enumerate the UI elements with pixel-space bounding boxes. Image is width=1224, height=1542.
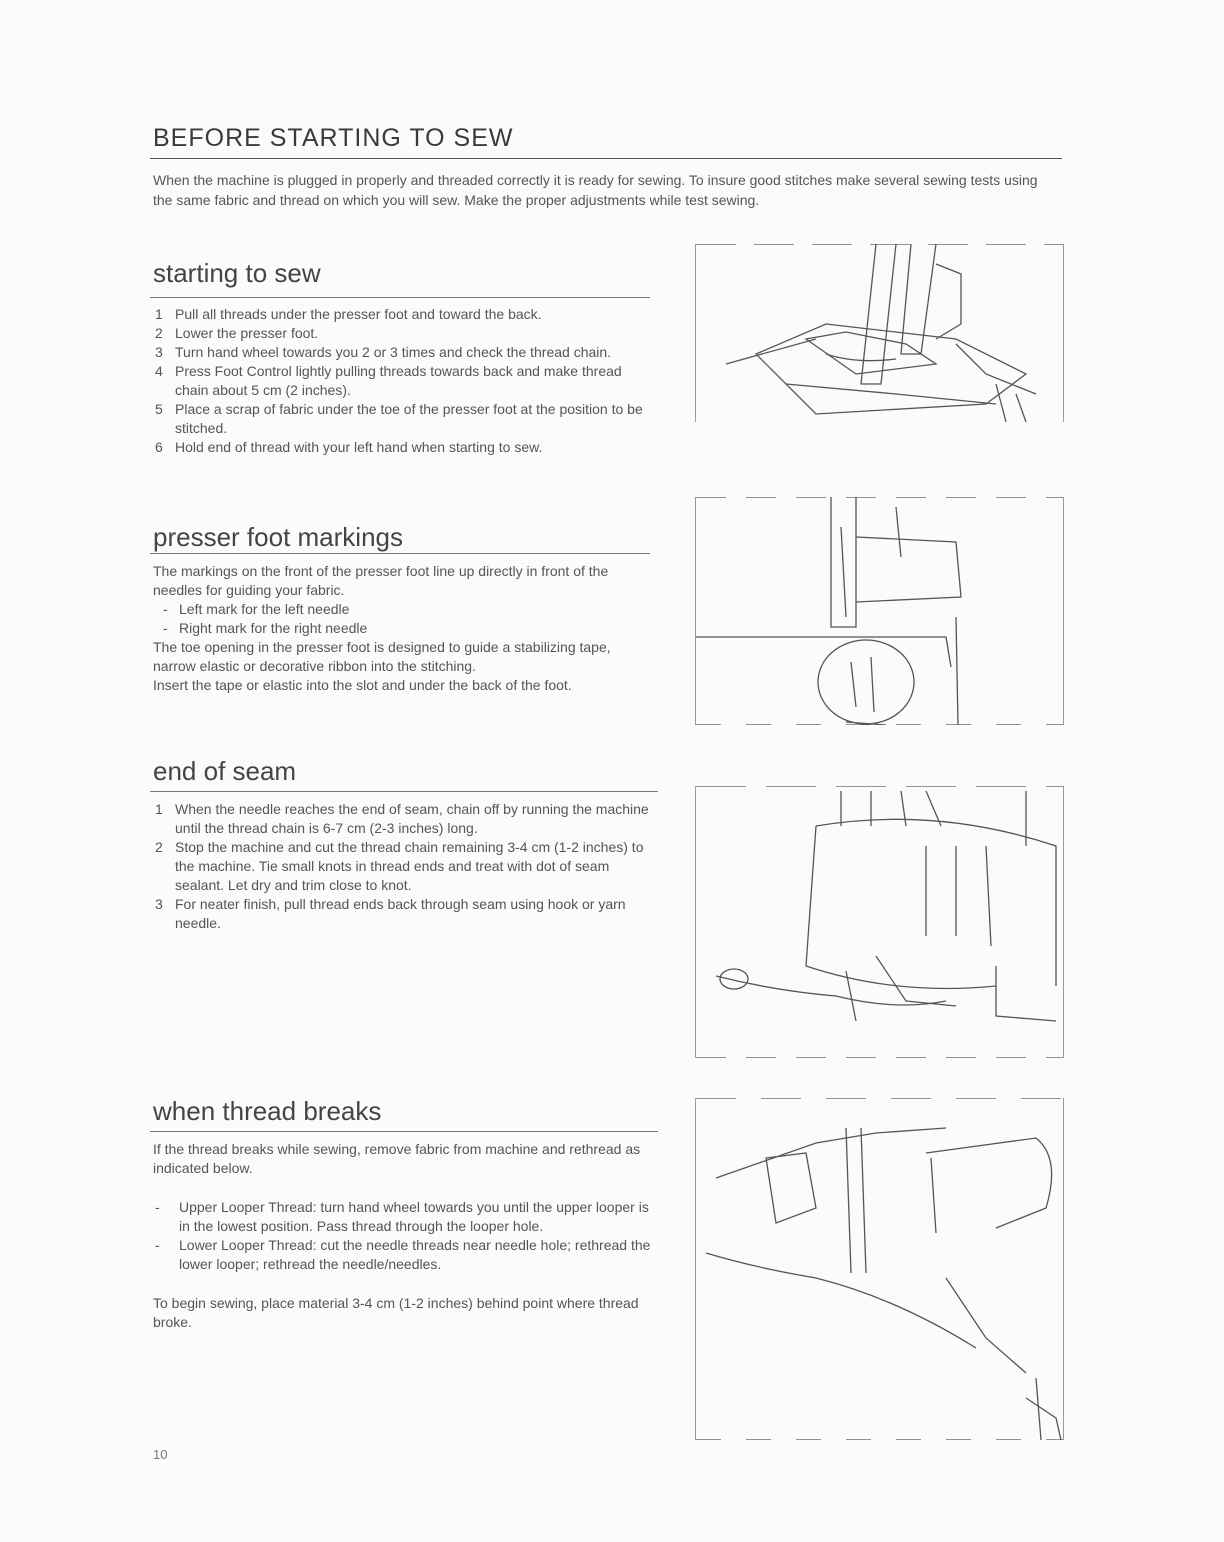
- thread-breaks-block: [153, 1140, 658, 1332]
- end-of-seam-drawing-icon: [696, 786, 1063, 1058]
- list-item: 3 Turn hand wheel towards you 2 or 3 times and check the thread chain.: [155, 344, 612, 360]
- illustration-end-of-seam: [695, 786, 1064, 1058]
- list-item: - Lower Looper Thread: cut the needle threads near needle hole; rethread the lower looper; rethread the needle/needles.: [155, 1237, 651, 1272]
- illustration-when-thread-breaks: [695, 1098, 1064, 1440]
- list-item: 5 Place a scrap of fabric under the toe of the presser foot at the position to be stitched.: [155, 401, 643, 436]
- heading-starting-to-sew: starting to sew: [153, 258, 321, 288]
- list-item: 4 Press Foot Control lightly pulling threads towards back and make thread chain about 5 cm (2 inches).: [155, 363, 622, 398]
- seam-steps: [153, 800, 658, 933]
- list-item: 3 For neater finish, pull thread ends back through seam using hook or yarn needle.: [155, 896, 626, 931]
- list-item: - Right mark for the right needle: [163, 620, 368, 636]
- list-item: 2 Lower the presser foot.: [155, 325, 319, 341]
- list-item: - Left mark for the left needle: [163, 601, 350, 617]
- heading-end-of-seam: end of seam: [153, 756, 297, 786]
- list-item: 1 Pull all threads under the presser foot and toward the back.: [155, 306, 542, 322]
- rule-end-of-seam: [150, 791, 658, 792]
- starting-steps: [153, 305, 653, 457]
- list-item: 2 Stop the machine and cut the thread chain remaining 3-4 cm (1-2 inches) to the machine. Tie small knots in thread ends and treat with dot of seam sealant. Let dry and trim close to knot.: [155, 839, 644, 893]
- heading-presser-foot-markings: presser foot markings: [153, 522, 403, 552]
- presser-foot-drawing-icon: [696, 244, 1063, 422]
- presser-marks-list: [153, 600, 653, 638]
- breaks-outro: To begin sewing, place material 3-4 cm (1-2 inches) behind point where thread broke.: [153, 1295, 639, 1330]
- presser-para-1: The toe opening in the presser foot is designed to guide a stabilizing tape, narrow elastic or decorative ribbon into the stitching.: [153, 639, 611, 674]
- foot-markings-drawing-icon: [696, 497, 1063, 725]
- title-rule: [150, 158, 1062, 159]
- page-number: 10: [153, 1447, 168, 1462]
- heading-when-thread-breaks: when thread breaks: [153, 1096, 382, 1126]
- page-title: BEFORE STARTING TO SEW: [153, 124, 514, 152]
- breaks-list: [153, 1198, 658, 1274]
- list-item: 6 Hold end of thread with your left hand when starting to sew.: [155, 439, 543, 455]
- list-item: - Upper Looper Thread: turn hand wheel towards you until the upper looper is in the lowest position. Pass thread through the looper hole.: [155, 1199, 649, 1234]
- presser-para-2: Insert the tape or elastic into the slot and under the back of the foot.: [153, 677, 572, 693]
- list-item: 1 When the needle reaches the end of seam, chain off by running the machine until the thread chain is 6-7 cm (2-3 inches) long.: [155, 801, 649, 836]
- thread-breaks-drawing-icon: [696, 1098, 1063, 1440]
- rule-starting-to-sew: [150, 297, 650, 298]
- rule-presser-foot: [150, 553, 650, 554]
- rule-thread-breaks: [150, 1131, 658, 1132]
- illustration-starting-to-sew: [695, 244, 1064, 422]
- presser-foot-block: [153, 562, 653, 695]
- intro-paragraph: When the machine is plugged in properly and threaded correctly it is ready for sewing. To insure good stitches make several sewing tests using the same fabric and thread on which you will sew. Make the proper adjustments while test sewing.: [153, 172, 1038, 208]
- presser-intro: The markings on the front of the presser foot line up directly in front of the needles for guiding your fabric.: [153, 563, 609, 598]
- breaks-intro: If the thread breaks while sewing, remove fabric from machine and rethread as indicated below.: [153, 1141, 641, 1176]
- illustration-presser-foot-markings: [695, 497, 1064, 725]
